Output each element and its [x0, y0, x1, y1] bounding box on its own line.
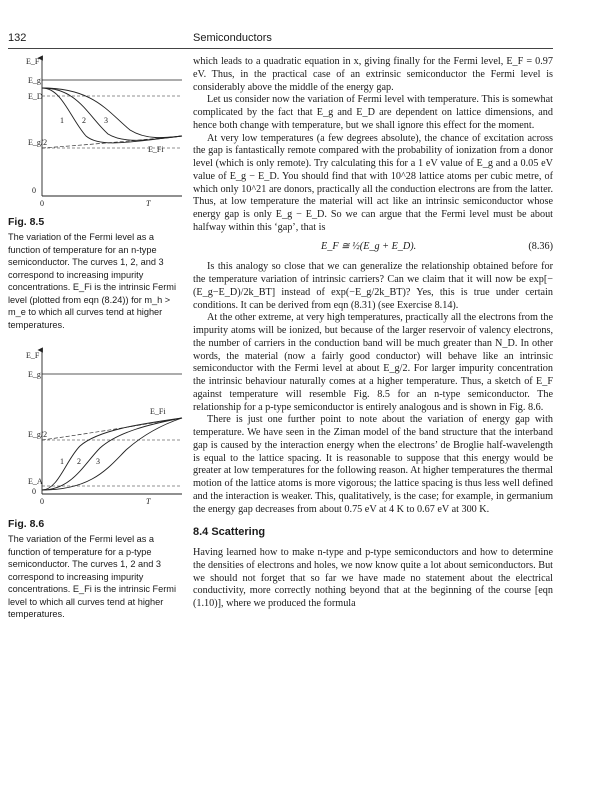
section-heading: 8.4 Scattering	[193, 526, 266, 539]
label-curve-1: 1	[60, 457, 64, 466]
figure-8-6-plot	[0, 336, 185, 511]
equation-8-36	[193, 235, 553, 262]
running-title: Semiconductors	[193, 32, 272, 44]
label-curve-2: 2	[82, 116, 86, 125]
curve-1	[42, 418, 182, 490]
label-eg-half: E_g/2	[28, 430, 48, 439]
label-x-origin: 0	[40, 497, 44, 506]
figure-8-5-title: Fig. 8.5	[8, 216, 45, 228]
label-efi: E_Fi	[150, 407, 166, 416]
label-origin: 0	[32, 186, 36, 195]
body-text-column	[193, 56, 553, 611]
label-ea: E_A	[28, 477, 43, 486]
figure-8-6-title: Fig. 8.6	[8, 518, 45, 530]
label-curve-2: 2	[77, 457, 81, 466]
page-number: 132	[8, 32, 27, 44]
label-eg-half: E_g/2	[28, 138, 48, 147]
curve-3	[42, 88, 182, 138]
label-curve-3: 3	[96, 457, 100, 466]
label-efi: E_Fi	[148, 145, 164, 154]
figure-8-5-caption: The variation of the Fermi level as a function of temperature for an n-type semiconductor. The curves 1, 2, and 3 correspond to increasing impurity concentrations. E_Fi is the intrinsic Fermi level (plotted from eqn (8.24)) for m_h > m_e to which all curves tend at higher temperatures.	[8, 232, 176, 330]
paragraph: There is just one further point to note about the variation of energy gap with temperature. We have seen in the Ziman model of the band structure that the interband gap is caused by the interaction energy when the electrons’ de Broglie half-wavelength is equal to the lattice spacing. It is reasonable to suppose that this energy would be greater at low temperatures for the following reason. At higher temperatures the thermal motion of the lattice atoms is more vigorous; the lattice spacing is thus less well defined and the interaction is weaker. This, qualitatively, is the case; for example, in germanium the energy gap decreases from about 0.75 eV at 4 K to 0.67 eV at 300 K.	[193, 414, 553, 515]
label-t: T	[146, 497, 151, 506]
label-curve-3: 3	[104, 116, 108, 125]
paragraph: Is this analogy so close that we can generalize the relationship obtained before for the temperature variation of intrinsic carriers? Can we claim that it will now be exp[−(E_g−E_D)/2k_BT] instead of exp(−E_g/2k_BT)? Yes, this is true under certain conditions. It can be derived from eqn (8.31) (see Exercise 8.14).	[193, 261, 553, 311]
label-x-origin: 0	[40, 199, 44, 208]
paragraph: At very low temperatures (a few degrees absolute), the chance of excitation across the gap is fantastically remote compared with the probability of ionization from a donor level (which is only remote). Try calculating this for a 1 eV value of E_g and a 0.05 eV value of E_g − E_D. You should find that with 10^28 lattice atoms per cubic metre, of which only 10^21 are donors, practically all the conduction electrons are from the latter. Thus, at low temperature the material will act like an intrinsic semiconductor whose energy gap is only E_g − E_D. So we can argue that the Fermi level must be about halfway within this ‘gap’, that is	[193, 132, 553, 233]
paragraph: which leads to a quadratic equation in x, giving finally for the Fermi level, E_F = 0.97 eV. Thus, in the practical case of an extrinsic semiconductor the Fermi level is considerably above the middle of the energy gap.	[193, 56, 553, 93]
label-eg: E_g	[28, 370, 41, 379]
curve-2	[42, 418, 182, 490]
label-origin: 0	[32, 487, 36, 496]
label-eg: E_g	[28, 76, 41, 85]
axis-label-ef: E_F	[26, 351, 40, 360]
paragraph: At the other extreme, at very high temperatures, practically all the electrons from the impurity atoms will be ionized, but because of the larger reservoir of valency electrons, the number of carriers in the conduction band will be much greater than N_D. In other words, the material (now a fairly good conductor) will behave like an intrinsic semiconductor with the Fermi level at about E_g/2. For larger impurity concentration the intrinsic behaviour naturally comes at a higher temperature. Thus, a sketch of E_F against temperature will resemble Fig. 8.5 for an n-type semiconductor. The relationship for a p-type semiconductor is entirely analogous and is shown in Fig. 8.6.	[193, 312, 553, 413]
curve-3	[42, 418, 182, 490]
paragraph: Let us consider now the variation of Fermi level with temperature. This is somewhat complicated by the fact that E_g and E_D are dependent on lattice dimensions, and hence both change with temperature, but we shall ignore this effect for the moment.	[193, 94, 553, 131]
equation-expression: E_F ≅ ½(E_g + E_D).	[321, 240, 417, 252]
label-ed: E_D	[28, 92, 43, 101]
axis-label-ef: E_F	[26, 57, 40, 66]
label-curve-1: 1	[60, 116, 64, 125]
figure-8-5-plot	[0, 52, 185, 212]
paragraph: Having learned how to make n-type and p-type semiconductors and how to determine the densities of electrons and holes, we now know quite a lot about semiconductors. But we should not forget that so far we have made no statement about the electrical conductivity, more correctly nothing beyond that at the beginning of the course [eqn (1.10)], where we produced the formula	[193, 547, 553, 609]
equation-number: (8.36)	[528, 240, 553, 252]
figure-8-6-caption: The variation of the Fermi level as a function of temperature for a p-type semiconductor. The curves 1, 2 and 3 correspond to increasing impurity concentrations. E_Fi is the intrinsic Fermi level to which all curves tend at higher temperatures.	[8, 534, 176, 619]
label-t: T	[146, 199, 151, 208]
header-rule	[8, 48, 553, 49]
